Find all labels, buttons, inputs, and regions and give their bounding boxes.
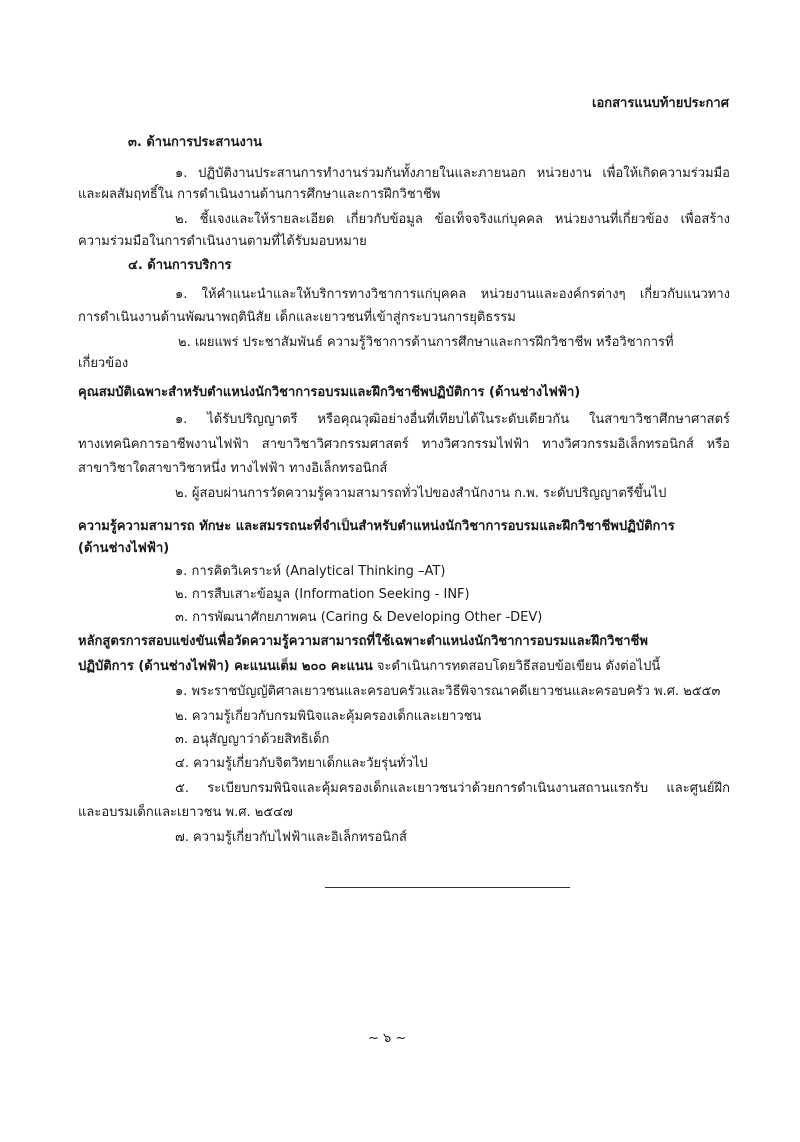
competency-item: ๒. การสืบเสาะข้อมูล (Information Seeking - INF) [175,587,470,602]
curriculum-item3: ๓. อนุสัญญาว่าด้วยสิทธิเด็ก [175,732,330,747]
attachment-note: เอกสารแนบท้ายประกาศ [592,96,729,111]
service-item2-line1: ๒. เผยแพร่ ประชาสัมพันธ์ ความรู้วิชาการด้านการศึกษาและการฝึกวิชาชีพ หรือวิชาการที่ [178,335,674,350]
service-item1-line2: การดำเนินงานด้านพัฒนาพฤตินิสัย เด็กและเยาวชนที่เข้าสู่กระบวนการยุติธรรม [78,310,516,325]
qualifications-item2-line1: ๒. ผู้สอบผ่านการวัดความรู้ความสามารถทั่วไปของสำนักงาน ก.พ. ระดับปริญญาตรีขึ้นไป [175,486,667,501]
coordination-item1-line2: และผลสัมฤทธิ์ใน การดำเนินงานด้านการศึกษาและการฝึกวิชาชีพ [78,187,441,202]
curriculum-item7: ๗. ความรู้เกี่ยวกับไฟฟ้าและอิเล็กทรอนิกส์ [175,830,407,845]
qualifications-item1-line1: ๑. ได้รับปริญญาตรี หรือคุณวุฒิอย่างอื่นที่เทียบได้ในระดับเดียวกัน ในสาขาวิชาศึกษาศาสตร์ [175,412,730,427]
curriculum-item5-line2: และอบรมเด็กและเยาวชน พ.ศ. ๒๕๔๗ [78,805,293,820]
service-item1-line1: ๑. ให้คำแนะนำและให้บริการทางวิชาการแก่บุคคล หน่วยงานและองค์กรต่างๆ เกี่ยวกับแนวทาง [175,287,730,302]
competencies-heading-line2: (ด้านช่างไฟฟ้า) [78,541,170,556]
coordination-heading: ๓. ด้านการประสานงาน [128,135,263,150]
qualifications-heading: คุณสมบัติเฉพาะสำหรับตำแหน่งนักวิชาการอบรมและฝึกวิชาชีพปฏิบัติการ (ด้านช่างไฟฟ้า) [78,385,581,400]
competency-item: ๑. การคิดวิเคราะห์ (Analytical Thinking –AT) [175,564,446,579]
qualifications-item1-line3: สาขาวิชาใดสาขาวิชาหนึ่ง ทางไฟฟ้า ทางอิเล็กทรอนิกส์ [78,461,388,476]
curriculum-item5-line1: ๕. ระเบียบกรมพินิจและคุ้มครองเด็กและเยาวชนว่าด้วยการดำเนินงานสถานแรกรับ และศูนย์ฝึก [175,781,730,796]
curriculum-score-text: ปฏิบัติการ (ด้านช่างไฟฟ้า) คะแนนเต็ม ๒๐๐ คะแนน [78,659,373,674]
competency-item: ๓. การพัฒนาศักยภาพคน (Caring & Developing Other -DEV) [175,610,543,625]
curriculum-heading-line2 [78,658,660,676]
coordination-item2-line1: ๒. ชี้แจงและให้รายละเอียด เกี่ยวกับข้อมูล ข้อเท็จจริงแก่บุคคล หน่วยงานที่เกี่ยวข้อง เพื่อสร้าง [175,212,730,227]
service-item2-line2: เกี่ยวข้อง [78,356,129,371]
curriculum-heading-line1: หลักสูตรการสอบแข่งขันเพื่อวัดความรู้ความสามารถที่ใช้เฉพาะตำแหน่งนักวิชาการอบรมและฝึกวิชาชีพ [78,634,648,649]
coordination-item1-line1: ๑. ปฏิบัติงานประสานการทำงานร่วมกันทั้งภายในและภายนอก หน่วยงาน เพื่อให้เกิดความร่วมมือ [175,166,730,181]
curriculum-method-text: จะดำเนินการทดสอบโดยวิธีสอบข้อเขียน ดังต่อไปนี้ [376,659,661,674]
curriculum-item1: ๑. พระราชบัญญัติศาลเยาวชนและครอบครัวและวิธีพิจารณาคดีเยาวชนและครอบครัว พ.ศ. ๒๕๕๓ [175,684,721,699]
qualifications-item1-line2: ทางเทคนิคการอาชีพงานไฟฟ้า สาขาวิชาวิศวกรรมศาสตร์ ทางวิศวกรรมไฟฟ้า ทางวิศวกรรมอิเล็กทรอนิกส์ หรือ [78,437,730,452]
coordination-item2-line2: ความร่วมมือในการดำเนินงานตามที่ได้รับมอบหมาย [78,234,367,249]
page-number: ~ ๖ ~ [368,1031,407,1046]
curriculum-item2: ๒. ความรู้เกี่ยวกับกรมพินิจและคุ้มครองเด็กและเยาวชน [175,709,482,724]
closing-divider [325,887,570,888]
service-heading: ๔. ด้านการบริการ [128,258,232,273]
competencies-heading-line1: ความรู้ความสามารถ ทักษะ และสมรรถนะที่จำเป็นสำหรับตำแหน่งนักวิชาการอบรมและฝึกวิชาชีพปฏิบัติการ [78,519,675,534]
curriculum-item4: ๔. ความรู้เกี่ยวกับจิตวิทยาเด็กและวัยรุ่นทั่วไป [175,756,428,771]
